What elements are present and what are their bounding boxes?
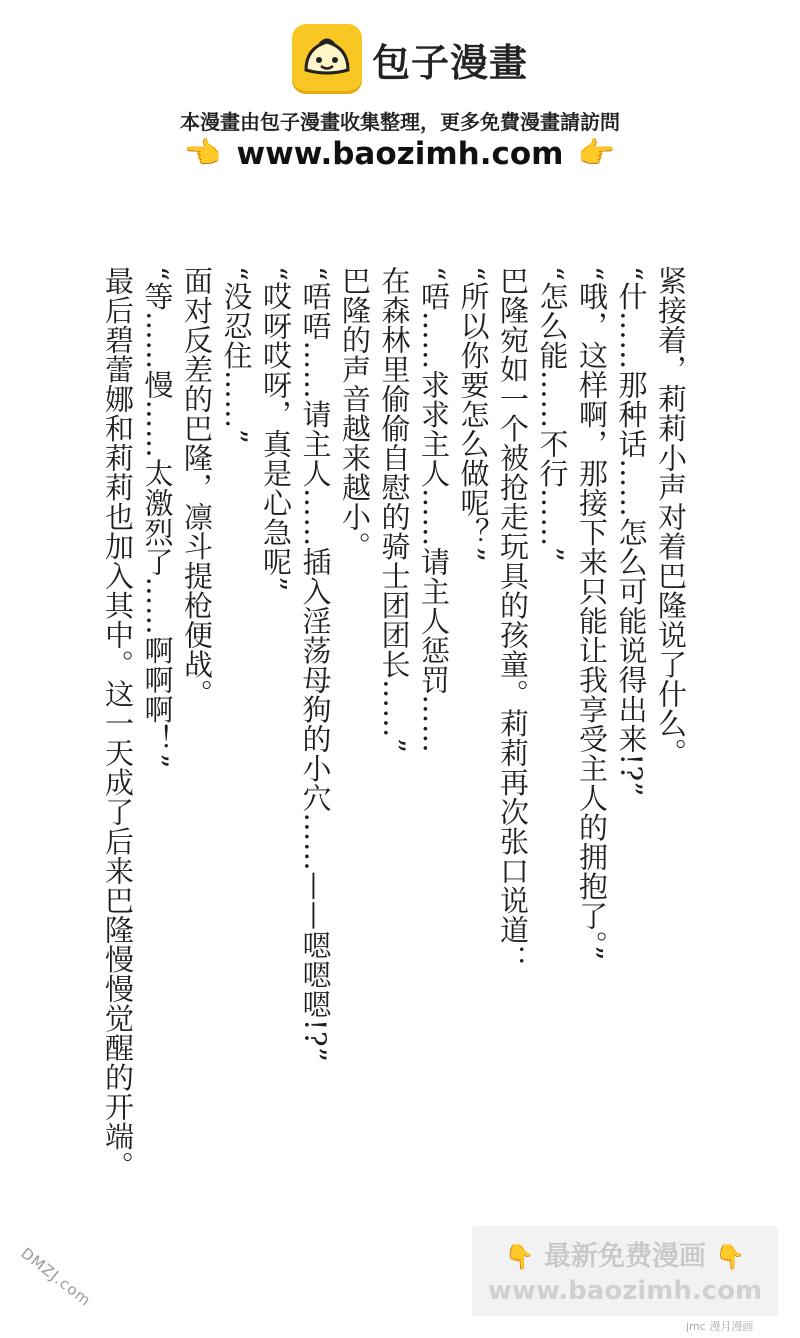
footer-title	[472, 1234, 778, 1273]
brand-name: 包子漫畫	[372, 40, 529, 85]
text-column: 最后碧蕾娜和莉莉也加入其中。这一天成了后来巴隆慢慢觉醒的开端。	[101, 266, 135, 1181]
pointing-down-hand-icon: 👇	[504, 1243, 535, 1271]
text-column: 巴隆宛如一个被抢走玩具的孩童。莉莉再次张口说道：	[496, 266, 530, 974]
text-column: “唔……求求主人……请主人惩罚……	[417, 266, 451, 754]
watermark-right: jmc 漫月漫画	[686, 1320, 754, 1333]
text-column: 在森林里偷偷自慰的骑士团团长……”	[377, 266, 412, 754]
vertical-story-text	[98, 266, 691, 1276]
text-column: “没忍住……”	[219, 266, 254, 445]
text-column: “怎么能……不行……”	[535, 266, 570, 563]
text-column: “所以你要怎么做呢？”	[456, 266, 491, 563]
text-column: “哎呀哎呀，真是心急呢”	[259, 266, 293, 592]
pointing-hand-icon: 👉	[185, 136, 223, 171]
pointing-down-hand-icon: 👇	[715, 1243, 746, 1271]
url-row	[0, 136, 800, 172]
text-column: 面对反差的巴隆，凛斗提枪便战。	[180, 266, 214, 709]
text-column: “等……慢……太激烈了……啊啊啊！”	[140, 266, 175, 769]
text-column: 巴隆的声音越来越小。	[338, 266, 372, 561]
footer-watermark-box	[472, 1226, 778, 1316]
text-column: “唔唔……请主人……插入淫荡母狗的小穴……——嗯嗯嗯!?”	[298, 266, 333, 1063]
footer-url[interactable]: www.baozimh.com	[487, 1276, 763, 1306]
pointing-hand-icon: 👉	[577, 136, 615, 171]
footer-title-text: 最新免费漫画	[544, 1241, 706, 1272]
bun-logo-icon	[292, 24, 362, 94]
notice-text: 本漫畫由包子漫畫收集整理，更多免費漫畫請訪問	[180, 110, 620, 134]
brand-header	[292, 24, 528, 94]
text-column: 紧接着，莉莉小声对着巴隆说了什么。	[654, 266, 688, 768]
watermark-left: DMZJ.com	[17, 1244, 95, 1310]
text-column: “哦，这样啊，那接下来只能让我享受主人的拥抱了。”	[575, 266, 609, 961]
site-url-link[interactable]: www.baozimh.com	[236, 136, 564, 172]
text-column: “什……那种话……怎么可能说得出来!?”	[614, 266, 649, 797]
